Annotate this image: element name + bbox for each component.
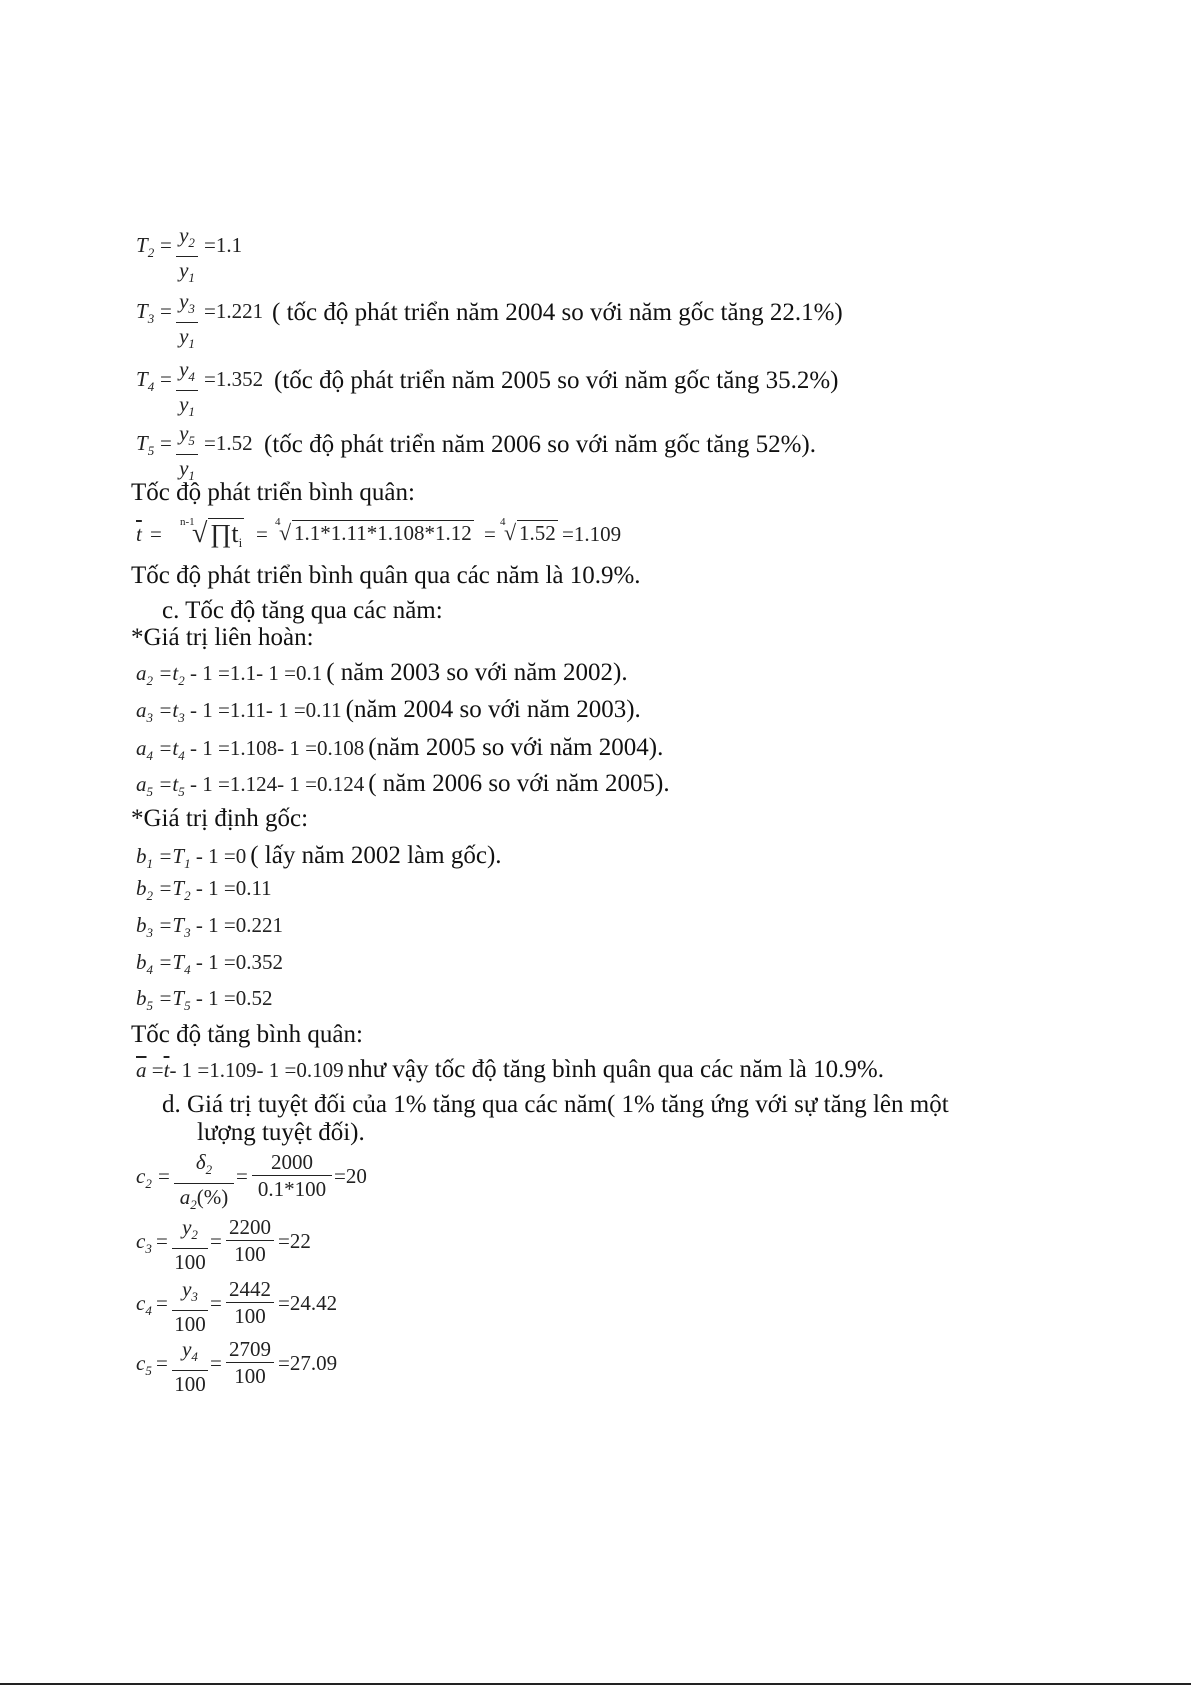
formula-T5: $T_5$ = $y_5$ $y_1$ =1.52 xyxy=(136,421,253,484)
formula-T4: $T_4$ = $y_4$ $y_1$ =1.352 xyxy=(136,357,264,420)
base-row: $b_3 =T_3 - 1 =0.221$ xyxy=(136,913,283,941)
avg-increase-row: $\overline{a} =\overline{t}-$ 1 =1.109- 1 =0.109 như vậy tốc độ tăng bình quân qua các năm là 10.9%. xyxy=(136,1056,884,1083)
base-row: $b_1 =T_1 - 1 =0$ ( lấy năm 2002 làm gốc). xyxy=(136,842,502,872)
T3-note: ( tốc độ phát triển năm 2004 so với năm gốc tăng 22.1%) xyxy=(272,299,843,326)
chain-row: $a_4 =t_4 - 1 =1.108-$ 1 =0.108 (năm 2005 so với năm 2004). xyxy=(136,734,664,764)
base-row: $b_5 =T_5 - 1 =0.52$ xyxy=(136,986,273,1014)
chain-label: *Giá trị liên hoàn: xyxy=(131,624,314,651)
base-row: $b_4 =T_4 - 1 =0.352$ xyxy=(136,950,283,978)
chain-row: $a_2 =t_2 - 1 =1.1-$ 1 =0.1 ( năm 2003 so với năm 2002). xyxy=(136,659,628,689)
chain-row: $a_5 =t_5 - 1 =1.124-$ 1 =0.124 ( năm 2006 so với năm 2005). xyxy=(136,770,670,800)
T4-note: (tốc độ phát triển năm 2005 so với năm gốc tăng 35.2%) xyxy=(274,367,839,394)
base-label: *Giá trị định gốc: xyxy=(131,805,309,832)
formula-c3: $c_3$ = $y_2$ 100 = 2200 100 =22 xyxy=(136,1215,311,1275)
section-d-heading-1: d. Giá trị tuyệt đối của 1% tăng qua các năm( 1% tăng ứng với sự tăng lên một xyxy=(162,1091,949,1118)
avg-growth-heading: Tốc độ phát triển bình quân: xyxy=(131,479,415,506)
avg-growth-formula: $\overline{t}$ = n-1 √ $\prod t_i$ = 4 √ 1.1*1.11*1.108*1.12 = 4 √ 1.52 =1.109 xyxy=(136,516,622,551)
chain-row: $a_3 =t_3 - 1 =1.11-$ 1 =0.11 (năm 2004 so với năm 2003). xyxy=(136,696,641,726)
formula-c4: $c_4$ = $y_3$ 100 = 2442 100 =24.42 xyxy=(136,1277,338,1337)
formula-c2: $c_2$ = $\delta_2$ $a_2(\%)$ = 2000 0.1*100 =20 xyxy=(136,1150,367,1213)
avg-increase-heading: Tốc độ tăng bình quân: xyxy=(131,1021,363,1048)
formula-T2: $T_2$ = $y_2$ $y_1$ =1.1 xyxy=(136,223,243,286)
section-d-heading-2: lượng tuyệt đối). xyxy=(197,1119,365,1146)
formula-c5: $c_5$ = $y_4$ 100 = 2709 100 =27.09 xyxy=(136,1337,338,1397)
base-row: $b_2 =T_2 - 1 =0.11$ xyxy=(136,876,272,904)
section-c-heading: c. Tốc độ tăng qua các năm: xyxy=(162,597,443,624)
formula-T3: $T_3$ = $y_3$ $y_1$ =1.221 xyxy=(136,289,264,352)
T5-note: (tốc độ phát triển năm 2006 so với năm gốc tăng 52%). xyxy=(264,431,816,458)
avg-growth-conclusion: Tốc độ phát triển bình quân qua các năm là 10.9%. xyxy=(131,562,641,589)
